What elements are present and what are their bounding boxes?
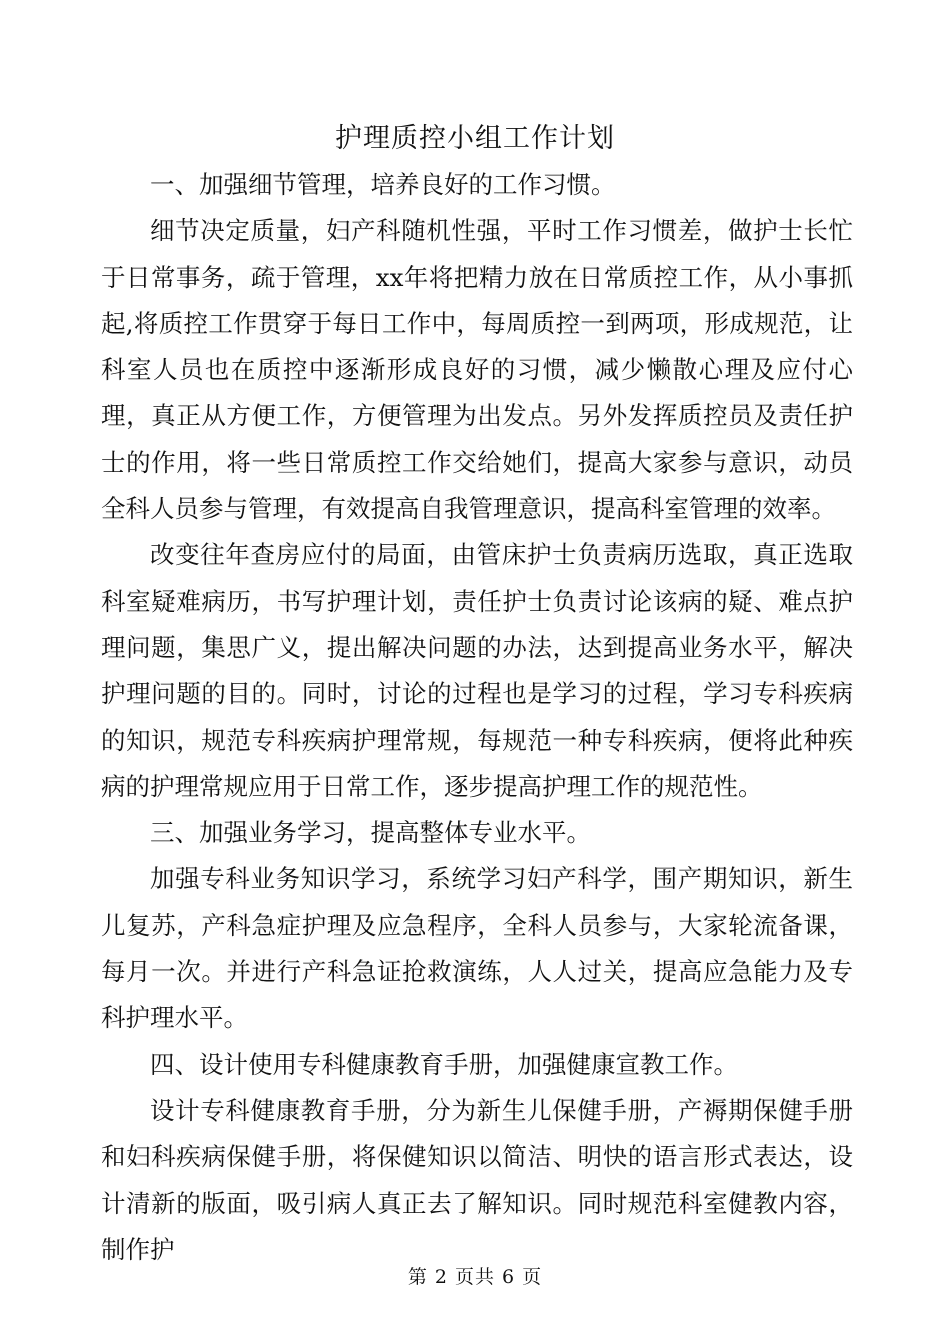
body-paragraph: 改变往年查房应付的局面，由管床护士负责病历选取，真正选取科室疑难病历，书写护理计划，责任护士负责讨论该病的疑、难点护理问题，集思广义，提出解决问题的办法，达到提高业务水平，解决护理问题的目的。同时，讨论的过程也是学习的过程，学习专科疾病的知识，规范专科疾病护理常规，每规范一种专科疾病，便将此种疾病的护理常规应用于日常工作，逐步提高护理工作的规范性。 — [101, 540, 853, 801]
section-heading-1: 一、加强细节管理，培养良好的工作习惯。 — [150, 170, 616, 199]
page-number-footer: 第 2 页共 6 页 — [407, 1266, 543, 1288]
section-heading-4: 四、设计使用专科健康教育手册，加强健康宣教工作。 — [150, 1049, 738, 1079]
body-paragraph: 细节决定质量，妇产科随机性强，平时工作习惯差，做护士长忙于日常事务，疏于管理，xx年将把精力放在日常质控工作，从小事抓起,将质控工作贯穿于每日工作中，每周质控一到两项，形成规范，让科室人员也在质控中逐渐形成良好的习惯，减少懒散心理及应付心理，真正从方便工作，方便管理为出发点。另外发挥质控员及责任护士的作用，将一些日常质控工作交给她们，提高大家参与意识，动员全科人员参与管理，有效提高自我管理意识，提高科室管理的效率。 — [101, 216, 853, 524]
body-paragraph: 加强专科业务知识学习，系统学习妇产科学，围产期知识，新生儿复苏，产科急症护理及应急程序，全科人员参与，大家轮流备课，每月一次。并进行产科急证抢救演练，人人过关，提高应急能力及专科护理水平。 — [101, 864, 853, 1033]
document-body — [101, 162, 853, 1273]
document-title: 护理质控小组工作计划 — [335, 123, 615, 154]
body-paragraph: 设计专科健康教育手册，分为新生儿保健手册，产褥期保健手册和妇科疾病保健手册，将保健知识以简洁、明快的语言形式表达，设计清新的版面，吸引病人真正去了解知识。同时规范科室健教内容，制作护 — [101, 1095, 853, 1264]
section-heading-3: 三、加强业务学习，提高整体专业水平。 — [150, 818, 591, 848]
